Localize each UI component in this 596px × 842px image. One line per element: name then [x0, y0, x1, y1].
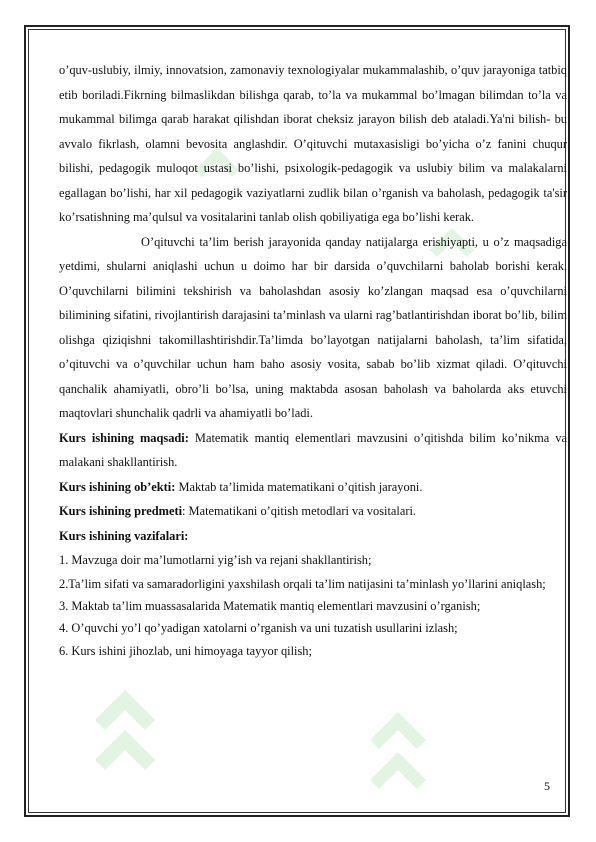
task-item: 6. Kurs ishini jihozlab, uni himoyaga tayyor qilish;: [59, 643, 312, 658]
task-item: 3. Maktab ta’lim muassasalarida Matematik mantiq elementlari mavzusini o’rganish;: [59, 598, 481, 613]
subject-label: Kurs ishining predmeti: [59, 504, 183, 518]
goal-text: Matematik mantiq elementlari mavzusini o’qitishda bilim ko’nikma va malakani shakllantirish.: [59, 430, 567, 469]
task-item: 1. Mavzuga doir ma’lumotlarni yig’ish va rejani shakllantirish;: [59, 553, 372, 567]
paragraph-2: O’qituvchi ta’lim berish jarayonida qanday natijalarga erishiyapti, u o’z maqsadiga yetdimi, shularni aniqlashi uchun u doimo har bir darsida o’quvchilarni baholab borishi kerak. O’quvchilarni bilimini tekshirish va baholashdan asosiy ko’zlangan maqsad esa o’quvchilarni bilimining sifatini, rivojlantirish darajasini ta’minlash va ularni rag’batlantirishdan iborat bo’lib, bilim olishga qiziqishni takomillashtirishdir.Ta’limda bo’layotgan natijalarni baholash, ta’lim sifatida, o’qituvchi va o’quvchilar uchun ham baho asosiy vosita, sabab bo’lib xizmat qiladi. O’qituvchi qanchalik ahamiyatli, obro’li bo’lsa, uning maktabda asosan baholash va baholarda aks etuvchi maqtovlari shunchalik qadrli va ahamiyatli bo’ladi.: [59, 234, 567, 420]
document-body: [59, 58, 567, 662]
goal-label: Kurs ishining maqsadi:: [59, 430, 189, 445]
paragraph-1: o’quv-uslubiy, ilmiy, innovatsion, zamonaviy texnologiyalar mukammalashib, o’quv jarayoniga tatbiq etib boriladi.Fikrning bilmaslikdan bilishga qarab, to’la va mukammal bo’lmagan bilimdan to’la va mukammal bilimga qarab harakat qilishdan iborat cheksiz jarayon bilish deb ataladi.Ya'ni bilish- bu avvalo fikrlash, olamni bevosita anglashdir. O’qituvchi mutaxasisligi bo’yicha o’z fanini chuqur bilishi, pedagogik muloqot ustasi bo’lishi, psixologik-pedagogik va uslubiy bilim va malakalarni egallagan bo’lishi, har xil pedagogik vaziyatlarni zudlik bilan o’rganish va baholash, pedagogik ta'sir ko’rsatishning ma’qulsul va vositalarini tanlab olish qobiliyatiga ega bo’lishi kerak.: [59, 63, 567, 224]
goal-line: [59, 426, 567, 475]
object-text: Maktab ta’limida matematikani o’qitish jarayoni.: [175, 479, 423, 494]
object-line: [59, 475, 567, 500]
subject-text: : Matematikani o’qitish metodlari va vositalari.: [182, 504, 417, 518]
task-item: 4. O’quvchi yo’l qo’yadigan xatolarni o’rganish va uni tuzatish usullarini izlash;: [59, 621, 458, 636]
subject-line: [59, 499, 567, 524]
task-item: 2.Ta’lim sifati va samaradorligini yaxshilash orqali ta’lim natijasini ta’minlash yo’llarini aniqlash;: [59, 576, 546, 591]
tasks-label: Kurs ishining vazifalari:: [59, 528, 189, 543]
object-label: Kurs ishining ob’ekti:: [59, 479, 176, 494]
page-number: 5: [544, 779, 550, 793]
